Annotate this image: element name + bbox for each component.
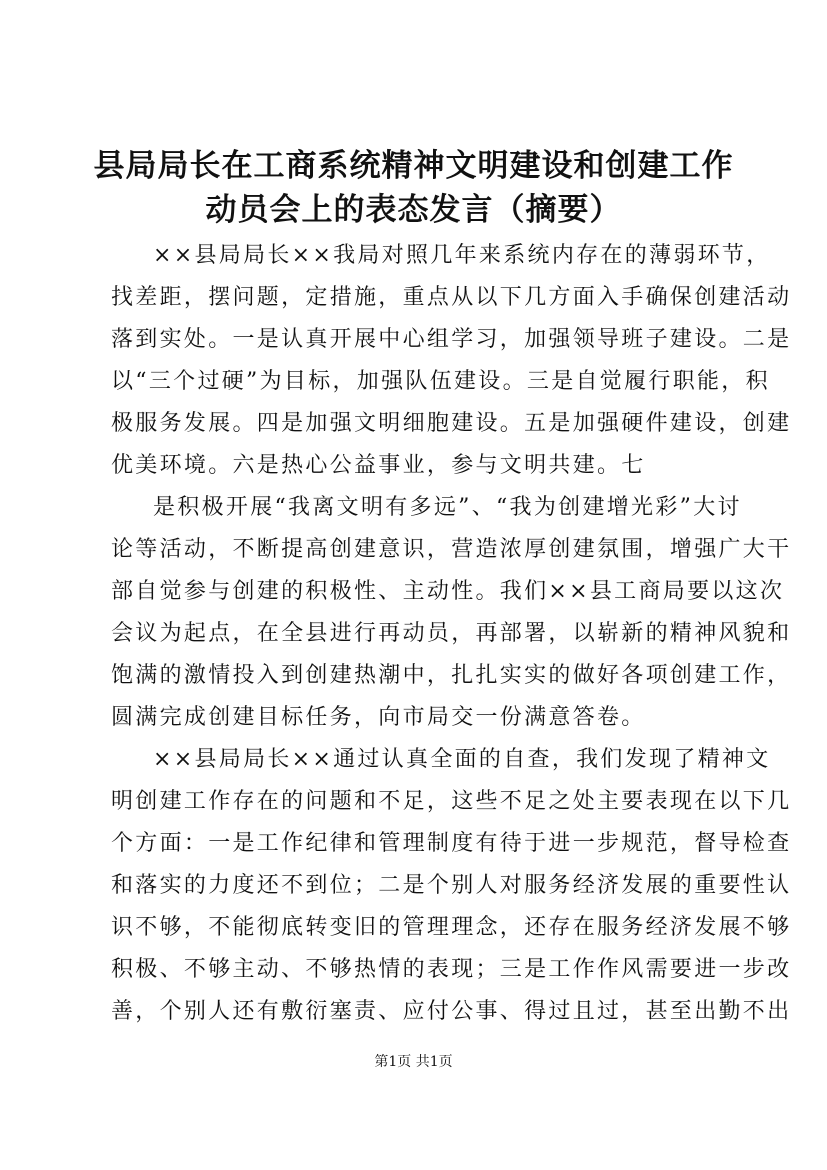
paragraph-line: 圆满完成创建目标任务，向市局交一份满意答卷。 xyxy=(111,705,646,730)
paragraph-line: 识不够，不能彻底转变旧的管理理念，还存在服务经济发展不够 xyxy=(111,915,792,940)
paragraph-line: 善，个别人还有敷衍塞责、应付公事、得过且过，甚至出勤不出 xyxy=(111,999,792,1024)
paragraph-line: 极服务发展。四是加强文明细胞建设。五是加强硬件建设，创建 xyxy=(111,411,792,436)
paragraph-line: 个方面：一是工作纪律和管理制度有待于进一步规范，督导检查 xyxy=(111,831,792,856)
paragraph-line: 明创建工作存在的问题和不足，这些不足之处主要表现在以下几 xyxy=(111,789,792,814)
paragraph-line: 以“三个过硬”为目标，加强队伍建设。三是自觉履行职能，积 xyxy=(111,369,770,394)
paragraph-line: 是积极开展“我离文明有多远”、“我为创建增光彩”大讨 xyxy=(153,495,742,520)
paragraph-line: ××县局局长××通过认真全面的自查，我们发现了精神文 xyxy=(153,747,771,772)
paragraph-line: 找差距，摆问题，定措施，重点从以下几方面入手确保创建活动 xyxy=(111,285,792,310)
paragraph-line: 优美环境。六是热心公益事业，参与文明共建。七 xyxy=(111,453,646,478)
paragraph-line: 落到实处。一是认真开展中心组学习，加强领导班子建设。二是 xyxy=(111,327,792,352)
document-title-line-1: 县局局长在工商系统精神文明建设和创建工作 xyxy=(93,148,734,184)
paragraph-line: 和落实的力度还不到位；二是个别人对服务经济发展的重要性认 xyxy=(111,873,792,898)
page-number-footer: 第1页 共1页 xyxy=(374,1054,453,1070)
paragraph-line: 论等活动，不断提高创建意识，营造浓厚创建氛围，增强广大干 xyxy=(111,537,792,562)
paragraph-line: 部自觉参与创建的积极性、主动性。我们××县工商局要以这次 xyxy=(111,579,785,604)
paragraph-line: ××县局局长××我局对照几年来系统内存在的薄弱环节， xyxy=(153,243,771,268)
paragraph-line: 会议为起点，在全县进行再动员，再部署，以崭新的精神风貌和 xyxy=(111,621,792,646)
document-title-line-2: 动员会上的表态发言（摘要） xyxy=(205,192,622,228)
paragraph-line: 饱满的激情投入到创建热潮中，扎扎实实的做好各项创建工作， xyxy=(111,663,792,688)
paragraph-line: 积极、不够主动、不够热情的表现；三是工作作风需要进一步改 xyxy=(111,957,792,982)
